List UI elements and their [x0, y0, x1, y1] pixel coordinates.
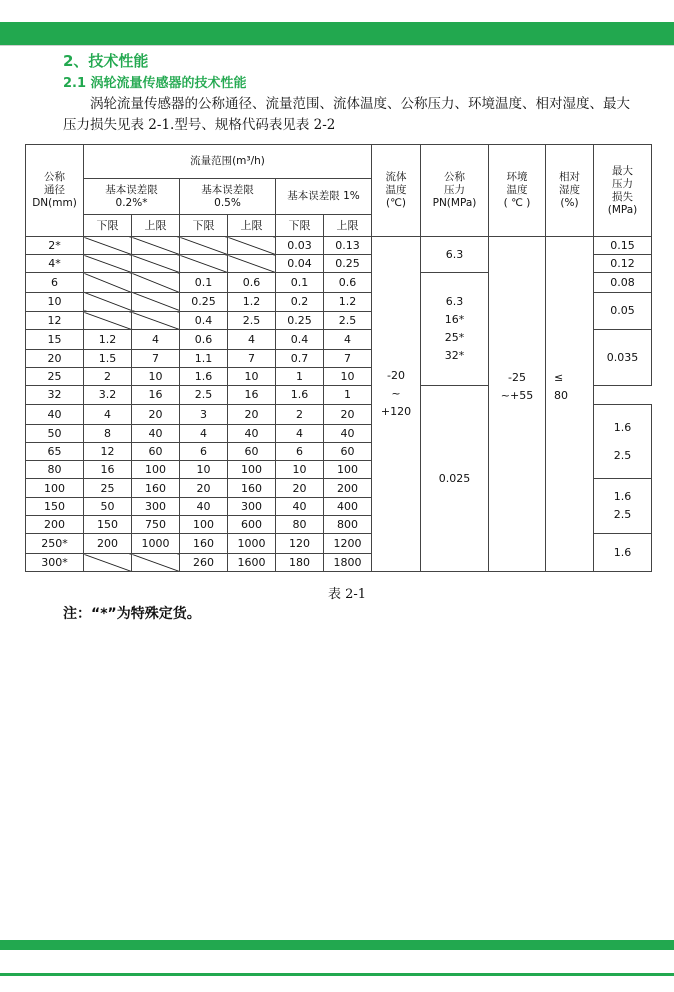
header-err-02: 基本误差限 0.2%*	[84, 179, 180, 215]
footer-rule	[0, 973, 674, 976]
cell-nominal-pressure: 1.6 2.5	[594, 405, 652, 479]
cell-not-applicable	[84, 554, 132, 572]
cell-max-loss: 0.025	[421, 385, 489, 571]
header-bar	[0, 22, 674, 45]
cell-l1: 1.6	[276, 385, 324, 405]
cell-l1: 180	[276, 554, 324, 572]
cell-l05: 40	[180, 498, 228, 516]
cell-l1: 0.4	[276, 330, 324, 350]
cell-l05: 3	[180, 405, 228, 425]
cell-dn: 20	[26, 349, 84, 367]
cell-dn: 4*	[26, 255, 84, 273]
cell-not-applicable	[84, 292, 132, 312]
cell-dn: 100	[26, 478, 84, 498]
cell-l1: 1	[276, 367, 324, 385]
cell-u05: 4	[228, 330, 276, 350]
cell-u02: 20	[132, 405, 180, 425]
cell-dn: 12	[26, 312, 84, 330]
cell-u05: 600	[228, 516, 276, 534]
cell-l1: 0.04	[276, 255, 324, 273]
cell-not-applicable	[132, 554, 180, 572]
cell-u05: 60	[228, 442, 276, 460]
cell-dn: 250*	[26, 534, 84, 554]
cell-u05: 16	[228, 385, 276, 405]
cell-l02: 2	[84, 367, 132, 385]
cell-dn: 80	[26, 460, 84, 478]
cell-l02: 1.2	[84, 330, 132, 350]
cell-not-applicable	[132, 237, 180, 255]
cell-dn: 40	[26, 405, 84, 425]
cell-not-applicable	[132, 255, 180, 273]
cell-l02: 4	[84, 405, 132, 425]
cell-l05: 1.6	[180, 367, 228, 385]
cell-l1: 10	[276, 460, 324, 478]
cell-u05: 2.5	[228, 312, 276, 330]
cell-u05: 160	[228, 478, 276, 498]
cell-l1: 2	[276, 405, 324, 425]
cell-not-applicable	[132, 273, 180, 293]
cell-u05: 40	[228, 424, 276, 442]
cell-max-loss: 0.15	[594, 237, 652, 255]
cell-l05: 0.6	[180, 330, 228, 350]
cell-nominal-pressure: 1.6 2.5	[594, 478, 652, 534]
cell-l05: 0.4	[180, 312, 228, 330]
cell-u1: 4	[324, 330, 372, 350]
cell-u02: 750	[132, 516, 180, 534]
header-bar-rule	[0, 45, 674, 46]
cell-u05: 1000	[228, 534, 276, 554]
cell-u02: 7	[132, 349, 180, 367]
cell-ambient-temp: -25 ~+55	[489, 237, 546, 572]
cell-u02: 4	[132, 330, 180, 350]
cell-not-applicable	[180, 237, 228, 255]
cell-l05: 2.5	[180, 385, 228, 405]
table-caption: 表 2-1	[328, 587, 367, 602]
header-ambient-temp: 环境 温度 ( ℃ )	[489, 145, 546, 237]
cell-l05: 1.1	[180, 349, 228, 367]
cell-l02: 50	[84, 498, 132, 516]
cell-not-applicable	[228, 255, 276, 273]
cell-u05: 100	[228, 460, 276, 478]
cell-dn: 50	[26, 424, 84, 442]
cell-u02: 1000	[132, 534, 180, 554]
cell-l02: 200	[84, 534, 132, 554]
cell-u05: 1600	[228, 554, 276, 572]
cell-u1: 200	[324, 478, 372, 498]
cell-l1: 0.25	[276, 312, 324, 330]
footer-bar	[0, 940, 674, 950]
cell-humidity: ≤ 80	[546, 237, 594, 572]
cell-l05: 20	[180, 478, 228, 498]
cell-u1: 0.6	[324, 273, 372, 293]
cell-max-loss: 0.12	[594, 255, 652, 273]
cell-dn: 32	[26, 385, 84, 405]
cell-dn: 10	[26, 292, 84, 312]
cell-l1: 20	[276, 478, 324, 498]
cell-dn: 150	[26, 498, 84, 516]
cell-l1: 0.7	[276, 349, 324, 367]
cell-u1: 1200	[324, 534, 372, 554]
header-lower: 下限	[276, 215, 324, 237]
cell-u05: 10	[228, 367, 276, 385]
cell-u02: 10	[132, 367, 180, 385]
cell-u02: 16	[132, 385, 180, 405]
cell-l05: 100	[180, 516, 228, 534]
header-upper: 上限	[324, 215, 372, 237]
cell-l1: 0.2	[276, 292, 324, 312]
header-humidity: 相对 湿度 (%)	[546, 145, 594, 237]
cell-not-applicable	[228, 237, 276, 255]
header-err-1: 基本误差限 1%	[276, 179, 372, 215]
cell-u1: 100	[324, 460, 372, 478]
header-lower: 下限	[84, 215, 132, 237]
header-fluid-temp: 流体 温度 (℃)	[372, 145, 421, 237]
cell-u02: 100	[132, 460, 180, 478]
section-title: 2、技术性能	[63, 52, 149, 70]
cell-u02: 40	[132, 424, 180, 442]
cell-u05: 300	[228, 498, 276, 516]
cell-u1: 60	[324, 442, 372, 460]
header-dn: 公称 通径 DN(mm)	[26, 145, 84, 237]
cell-u1: 1800	[324, 554, 372, 572]
cell-u1: 400	[324, 498, 372, 516]
cell-l05: 6	[180, 442, 228, 460]
cell-l05: 4	[180, 424, 228, 442]
cell-nominal-pressure: 6.3	[421, 237, 489, 273]
cell-u1: 7	[324, 349, 372, 367]
cell-not-applicable	[84, 273, 132, 293]
cell-u1: 1	[324, 385, 372, 405]
cell-u05: 1.2	[228, 292, 276, 312]
cell-l05: 0.25	[180, 292, 228, 312]
cell-not-applicable	[84, 312, 132, 330]
cell-l1: 4	[276, 424, 324, 442]
section-subtitle: 2.1 涡轮流量传感器的技术性能	[63, 76, 247, 91]
cell-l05: 260	[180, 554, 228, 572]
cell-l05: 10	[180, 460, 228, 478]
header-nominal-pressure: 公称 压力 PN(MPa)	[421, 145, 489, 237]
cell-u05: 0.6	[228, 273, 276, 293]
cell-dn: 2*	[26, 237, 84, 255]
cell-l1: 80	[276, 516, 324, 534]
cell-l1: 0.1	[276, 273, 324, 293]
intro-paragraph: 涡轮流量传感器的公称通径、流量范围、流体温度、公称压力、环境温度、相对湿度、最大压力损失见表 2-1.型号、规格代码表见表 2-2	[63, 96, 630, 133]
cell-l05: 160	[180, 534, 228, 554]
header-lower: 下限	[180, 215, 228, 237]
table-row	[26, 237, 652, 255]
cell-l02: 150	[84, 516, 132, 534]
cell-l02: 8	[84, 424, 132, 442]
cell-u02: 60	[132, 442, 180, 460]
cell-dn: 65	[26, 442, 84, 460]
cell-l02: 3.2	[84, 385, 132, 405]
cell-l1: 120	[276, 534, 324, 554]
cell-u05: 7	[228, 349, 276, 367]
header-upper: 上限	[132, 215, 180, 237]
cell-not-applicable	[132, 292, 180, 312]
cell-not-applicable	[84, 255, 132, 273]
footnote: 注：“*”为特殊定货。	[63, 606, 201, 622]
cell-not-applicable	[132, 312, 180, 330]
cell-dn: 25	[26, 367, 84, 385]
cell-dn: 15	[26, 330, 84, 350]
header-flow-range: 流量范围(m³/h)	[84, 145, 372, 179]
cell-l02: 16	[84, 460, 132, 478]
cell-l02: 25	[84, 478, 132, 498]
cell-u1: 40	[324, 424, 372, 442]
cell-u1: 0.25	[324, 255, 372, 273]
cell-max-loss: 0.035	[594, 330, 652, 386]
cell-max-loss: 0.05	[594, 292, 652, 330]
spec-table	[25, 144, 652, 572]
cell-u1: 10	[324, 367, 372, 385]
cell-dn: 300*	[26, 554, 84, 572]
cell-u02: 160	[132, 478, 180, 498]
cell-dn: 6	[26, 273, 84, 293]
cell-l02: 12	[84, 442, 132, 460]
cell-fluid-temp: -20 ~ +120	[372, 237, 421, 572]
cell-l02: 1.5	[84, 349, 132, 367]
cell-dn: 200	[26, 516, 84, 534]
cell-u02: 300	[132, 498, 180, 516]
cell-l1: 40	[276, 498, 324, 516]
cell-u1: 1.2	[324, 292, 372, 312]
cell-not-applicable	[180, 255, 228, 273]
cell-u1: 800	[324, 516, 372, 534]
cell-u1: 20	[324, 405, 372, 425]
cell-not-applicable	[84, 237, 132, 255]
header-upper: 上限	[228, 215, 276, 237]
cell-u1: 0.13	[324, 237, 372, 255]
cell-l1: 6	[276, 442, 324, 460]
cell-nominal-pressure: 1.6	[594, 534, 652, 572]
cell-nominal-pressure: 6.3 16* 25* 32*	[421, 273, 489, 386]
header-max-loss: 最大 压力 损失 (MPa)	[594, 145, 652, 237]
header-err-05: 基本误差限 0.5%	[180, 179, 276, 215]
cell-u05: 20	[228, 405, 276, 425]
cell-l05: 0.1	[180, 273, 228, 293]
cell-u1: 2.5	[324, 312, 372, 330]
cell-l1: 0.03	[276, 237, 324, 255]
cell-max-loss: 0.08	[594, 273, 652, 293]
